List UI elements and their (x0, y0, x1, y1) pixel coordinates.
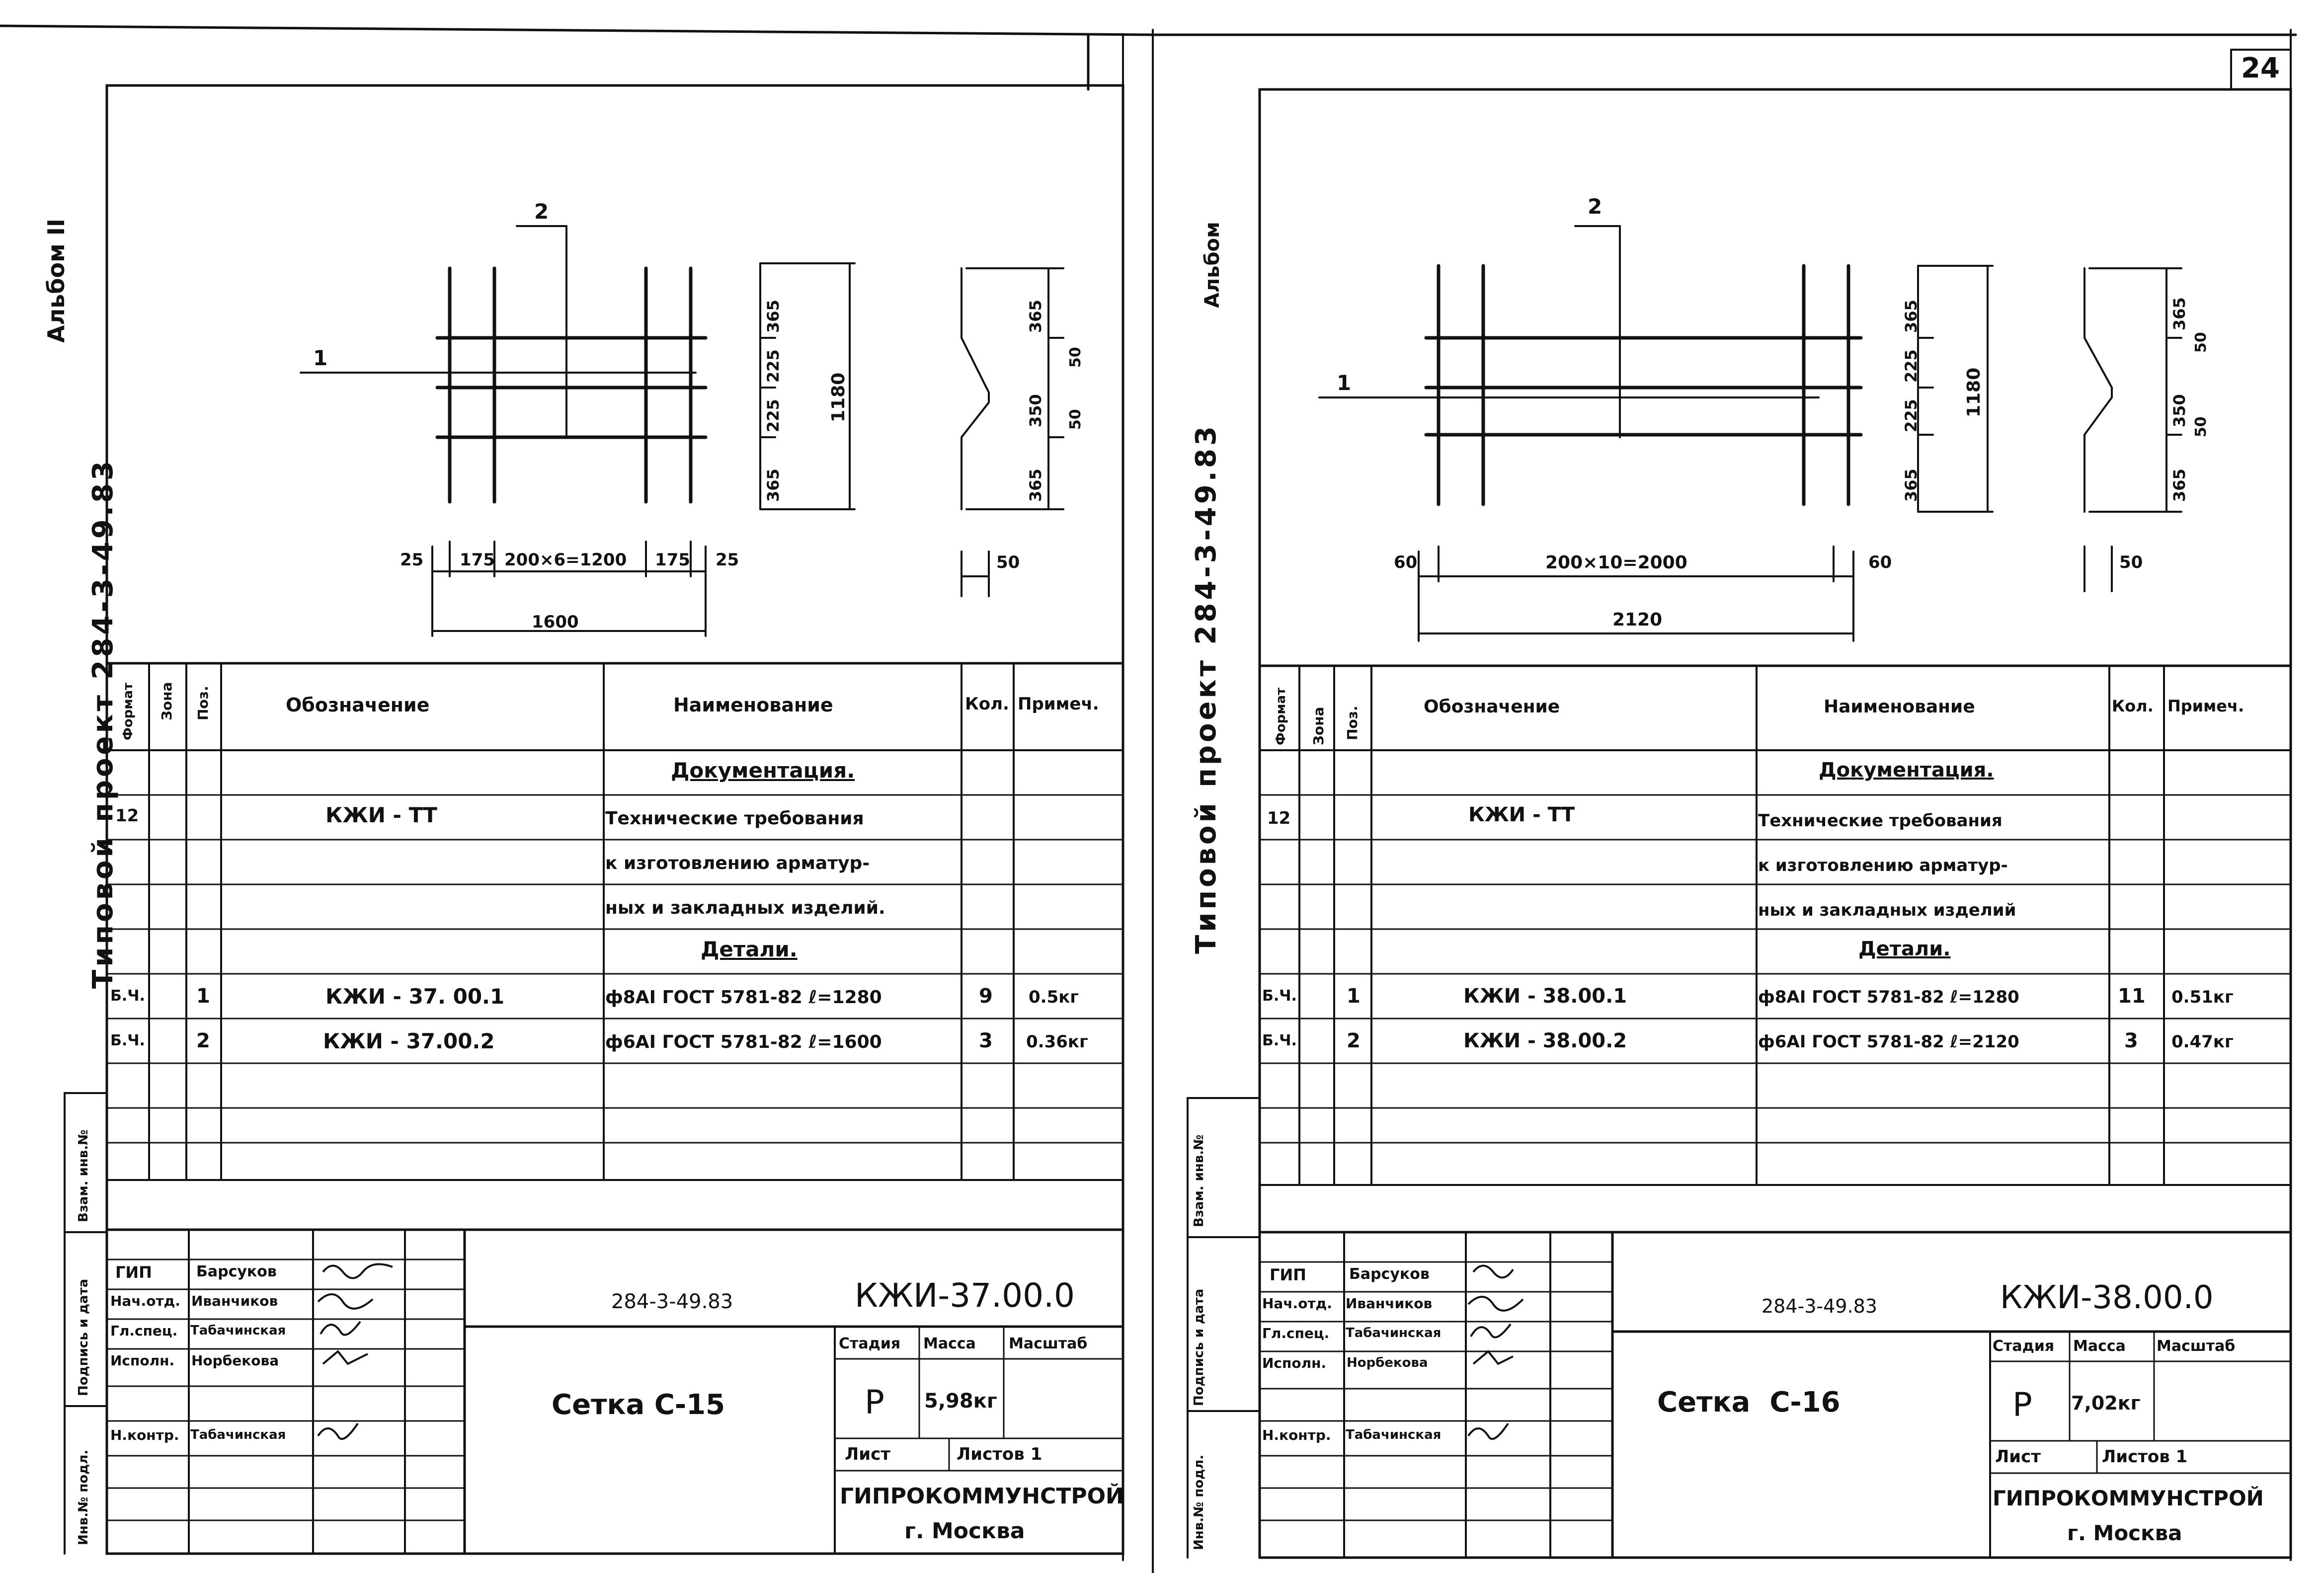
stamp-title: Сетка С-16 (1657, 1386, 1841, 1418)
dim-365-bottom: 365 (1902, 469, 1921, 502)
stamp-role-chief: Гл.спец. (110, 1323, 178, 1339)
row5-name: ф6АI ГОСТ 5781-82 ℓ=1600 (605, 1032, 882, 1052)
row4-format: Б.Ч. (110, 987, 145, 1005)
stamp-role-exec: Исполн. (110, 1352, 175, 1369)
section-parts: Детали. (701, 937, 798, 961)
header-qty: Кол. (2112, 697, 2154, 715)
dim-200x10: 200×10=2000 (1545, 552, 1687, 573)
stamp-name-3: Табачинская (190, 1323, 286, 1338)
stamp-org: ГИПРОКОММУНСТРОЙ (1993, 1486, 2264, 1510)
row1-designation: КЖИ - ТТ (1468, 803, 1575, 826)
row1-format: 12 (115, 806, 139, 826)
row5-qty: 3 (979, 1029, 993, 1052)
header-note: Примеч. (2167, 697, 2244, 715)
profile-dim-50-a: 50 (2192, 332, 2210, 353)
stamp-name-4: Норбекова (1347, 1355, 1428, 1370)
row5-pos: 2 (1347, 1029, 1361, 1052)
dim-225-a: 225 (1902, 349, 1921, 383)
row5-format: Б.Ч. (110, 1032, 145, 1049)
dim-1180: 1180 (1964, 367, 1984, 417)
row5-format: Б.Ч. (1262, 1032, 1297, 1049)
section-documentation: Документация. (671, 758, 855, 783)
stamp-name-2: Иванчиков (191, 1293, 278, 1309)
album-label: Альбом II (43, 219, 70, 343)
stamp-mass: 5,98кг (924, 1390, 997, 1413)
stamp-role-control: Н.контр. (1262, 1427, 1331, 1443)
strip-inv-original: Инв.№ подл. (1192, 1454, 1206, 1550)
position-1-label: 1 (313, 346, 328, 370)
profile-dim-50-b: 50 (2192, 416, 2210, 437)
header-zone: Зона (159, 682, 175, 720)
stamp-doc-code: КЖИ-38.00.0 (2000, 1279, 2214, 1316)
stamp-sheet-label: Лист (1995, 1447, 2041, 1467)
dim-25-right: 25 (716, 550, 739, 570)
row4-name: ф8АI ГОСТ 5781-82 ℓ=1280 (605, 987, 882, 1008)
stamp-scale-label: Масштаб (1009, 1335, 1088, 1352)
row4-qty: 9 (979, 985, 993, 1008)
header-zone: Зона (1310, 707, 1327, 745)
row5-qty: 3 (2124, 1029, 2138, 1052)
profile-dim-365-top: 365 (2170, 297, 2189, 330)
profile-dim-350: 350 (2170, 394, 2189, 427)
dim-1180: 1180 (828, 372, 849, 422)
stamp-city: г. Москва (2067, 1521, 2182, 1545)
row5-designation: КЖИ - 38.00.2 (1463, 1029, 1627, 1052)
strip-signature-date: Подпись и дата (76, 1278, 91, 1396)
profile-dim-365-bottom: 365 (2170, 469, 2189, 502)
row4-qty: 11 (2118, 985, 2146, 1008)
dim-profile-50: 50 (2119, 552, 2143, 572)
stamp-name-4: Норбекова (191, 1352, 279, 1369)
stamp-role-head: Нач.отд. (110, 1293, 180, 1309)
row5-name: ф6АI ГОСТ 5781-82 ℓ=2120 (1758, 1032, 2019, 1052)
header-name: Наименование (673, 694, 833, 716)
stamp-name-3: Табачинская (1346, 1326, 1442, 1340)
row1-name: Технические требования (1758, 811, 2003, 831)
stamp-stage-label: Стадия (839, 1335, 901, 1352)
row4-pos: 1 (196, 985, 210, 1008)
stamp-role-chief: Гл.спец. (1262, 1325, 1330, 1341)
album-label: Альбом (1201, 222, 1224, 308)
page-number: 24 (2241, 52, 2280, 84)
stamp-stage: Р (865, 1383, 884, 1421)
dim-60-left: 60 (1394, 552, 1418, 572)
stamp-stage-label: Стадия (1993, 1337, 2055, 1355)
stamp-role-control: Н.контр. (110, 1427, 179, 1443)
row2-name: к изготовлению арматур- (605, 853, 870, 873)
section-parts: Детали. (1858, 938, 1951, 960)
stamp-name-2: Иванчиков (1346, 1295, 1433, 1312)
position-2-label: 2 (1588, 194, 1603, 219)
stamp-org: ГИПРОКОММУНСТРОЙ (840, 1484, 1124, 1509)
dim-225-b: 225 (764, 399, 783, 432)
stamp-project-code: 284-3-49.83 (1762, 1295, 1877, 1317)
header-note: Примеч. (1018, 694, 1099, 714)
row3-name: ных и закладных изделий (1758, 900, 2016, 920)
profile-dim-50-b: 50 (1067, 409, 1084, 430)
stamp-mass: 7,02кг (2071, 1392, 2141, 1414)
stamp-sheets-label: Листов 1 (2102, 1447, 2188, 1467)
row5-note: 0.36кг (1026, 1032, 1088, 1052)
stamp-role-gip: ГИП (1270, 1265, 1306, 1284)
row5-pos: 2 (196, 1029, 210, 1052)
stamp-role-head: Нач.отд. (1262, 1295, 1332, 1312)
dim-225-a: 225 (764, 349, 783, 383)
dim-60-right: 60 (1868, 552, 1892, 572)
dim-profile-50: 50 (996, 552, 1020, 572)
stamp-doc-code: КЖИ-37.00.0 (855, 1276, 1075, 1315)
row5-note: 0.47кг (2171, 1032, 2234, 1052)
header-pos: Поз. (1344, 706, 1361, 740)
dim-175-left: 175 (460, 550, 495, 570)
row4-designation: КЖИ - 38.00.1 (1463, 985, 1627, 1008)
header-designation: Обозначение (286, 694, 430, 716)
stamp-name-1: Барсуков (1349, 1265, 1430, 1283)
dim-200x6: 200×6=1200 (504, 550, 627, 570)
strip-replaced-inv: Взам. инв.№ (1192, 1134, 1206, 1227)
dim-175-right: 175 (655, 550, 690, 570)
stamp-role-exec: Исполн. (1262, 1355, 1327, 1371)
stamp-scale-label: Масштаб (2157, 1337, 2236, 1355)
row4-designation: КЖИ - 37. 00.1 (325, 984, 505, 1009)
section-documentation: Документация. (1819, 759, 1994, 782)
header-name: Наименование (1824, 697, 1975, 717)
strip-inv-original: Инв.№ подл. (76, 1449, 91, 1545)
stamp-sheets-label: Листов 1 (957, 1444, 1042, 1464)
header-pos: Поз. (195, 686, 211, 720)
stamp-city: г. Москва (904, 1518, 1025, 1544)
stamp-name-6: Табачинская (1346, 1427, 1442, 1442)
profile-dim-365-bottom: 365 (1026, 469, 1045, 502)
stamp-mass-label: Масса (923, 1335, 976, 1352)
profile-dim-350: 350 (1026, 394, 1045, 427)
dim-225-b: 225 (1902, 399, 1921, 432)
position-1-label: 1 (1337, 371, 1352, 395)
row4-pos: 1 (1347, 985, 1361, 1008)
strip-replaced-inv: Взам. инв.№ (76, 1129, 91, 1222)
header-qty: Кол. (965, 694, 1009, 714)
row3-name: ных и закладных изделий. (605, 898, 885, 918)
dim-2120: 2120 (1612, 610, 1663, 630)
stamp-stage: Р (2012, 1386, 2032, 1424)
project-label: Типовой проект 284-3-49.83 (87, 458, 119, 989)
row2-name: к изготовлению арматур- (1758, 856, 2008, 875)
dim-1600: 1600 (532, 612, 579, 632)
stamp-name-1: Барсуков (196, 1263, 277, 1280)
project-label: Типовой проект 284-3-49.83 (1190, 423, 1222, 954)
profile-dim-50-a: 50 (1067, 347, 1084, 368)
stamp-name-6: Табачинская (190, 1427, 286, 1442)
row1-designation: КЖИ - ТТ (325, 803, 437, 827)
header-format: Формат (121, 682, 136, 740)
stamp-mass-label: Масса (2073, 1337, 2126, 1355)
stamp-role-gip: ГИП (115, 1263, 152, 1282)
position-2-label: 2 (534, 199, 549, 224)
stamp-project-code: 284-3-49.83 (611, 1290, 733, 1313)
dim-365-top: 365 (764, 300, 783, 333)
header-designation: Обозначение (1424, 697, 1560, 717)
row4-format: Б.Ч. (1262, 987, 1297, 1005)
stamp-sheet-label: Лист (845, 1444, 890, 1464)
row5-designation: КЖИ - 37.00.2 (323, 1029, 495, 1053)
row1-format: 12 (1267, 808, 1291, 828)
strip-signature-date: Подпись и дата (1192, 1288, 1206, 1406)
dim-25-left: 25 (400, 550, 424, 570)
profile-dim-365-top: 365 (1026, 300, 1045, 333)
stamp-title: Сетка С-15 (552, 1389, 725, 1421)
dim-365-top: 365 (1902, 300, 1921, 333)
row1-name: Технические требования (605, 808, 864, 829)
row4-name: ф8АI ГОСТ 5781-82 ℓ=1280 (1758, 987, 2019, 1007)
row4-note: 0.5кг (1029, 987, 1079, 1007)
dim-365-bottom: 365 (764, 469, 783, 502)
header-format: Формат (1274, 687, 1288, 745)
row4-note: 0.51кг (2171, 987, 2234, 1007)
